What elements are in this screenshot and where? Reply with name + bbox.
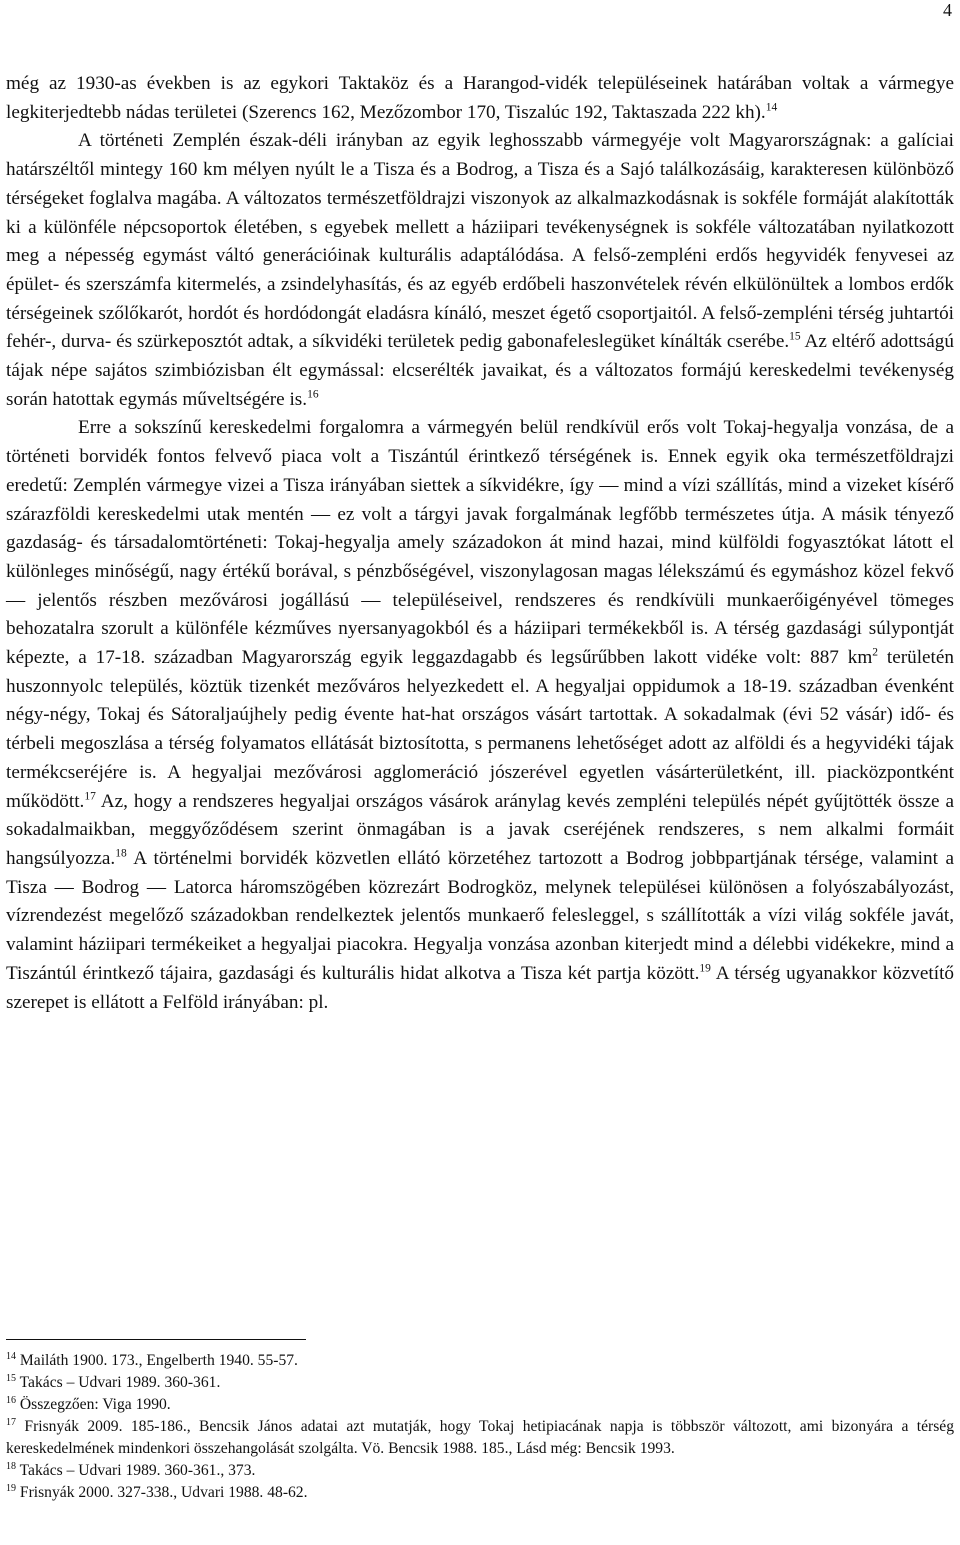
footnote-ref[interactable]: 17 (84, 790, 96, 803)
footnote-number: 18 (6, 1460, 16, 1472)
body-text (6, 70, 954, 1017)
paragraph-text: A történelmi borvidék közvetlen ellátó körzetéhez tartozott a Bodrog jobbpartjának térsége, valamint a Tisza — Bodrog — Latorca háromszögében közrezárt Bodrogköz, melynek települései különösen a folyószabályozást, vízrendezést megelőző századokban rendelkeztek jelentős munkaerő felesleggel, s szállították a vízi világ sokféle javát, valamint háziipari termékeiket a hegyaljai piacokra. Hegyalja vonzása azonban kiterjedt mind a délebbi vidékekre, mind a Tiszántúl érintkező tájaira, gazdasági és kulturális hidat alkotva a Tisza két partja között. (6, 847, 954, 984)
page-number: 4 (943, 0, 952, 20)
footnote-number: 15 (6, 1372, 16, 1384)
footnote-text: Összegzően: Viga 1990. (19, 1396, 171, 1413)
paragraph-text: Az, hogy a rendszeres hegyaljai országos vásárok aránylag kevés zempléni település népét gyűjtötték össze a sokadalmaikban, meggyőződésem szerint önmagában is a javak cseréjének rendszeres, s nem alkalmi formáit hangsúlyozza. (6, 790, 954, 869)
paragraph-text: A térség ugyanakkor közvetítő szerepet is ellátott a Felföld irányában: pl. (6, 962, 955, 1013)
footnote-number: 17 (6, 1416, 16, 1428)
footnote-text: Frisnyák 2009. 185-186., Bencsik János adatai azt mutatják, hogy Tokaj hetipiacának napja is többször változott, ami bizonyára a térség kereskedelmének mindenkori összehangolását szolgálta. Vö. Bencsik 1988. 185., Lásd még: Bencsik 1993. (6, 1418, 955, 1457)
superscript-exponent: 2 (872, 646, 879, 659)
paragraph (6, 127, 954, 414)
footnote (6, 1394, 954, 1416)
footnote-ref[interactable]: 16 (307, 388, 319, 401)
footnote (6, 1460, 954, 1482)
footnote (6, 1372, 954, 1394)
paragraph-text: Az eltérő adottságú tájak népe sajátos szimbiózisban élt egymással: elcserélték javaikat, és a változatos formájú kereskedelmi tevékenység során hatottak egymás műveltségére is. (6, 331, 954, 410)
footnote-ref[interactable]: 15 (789, 330, 801, 343)
footnote-number: 14 (6, 1350, 16, 1362)
footnote-divider (6, 1339, 306, 1340)
footnote-ref[interactable]: 14 (765, 101, 778, 114)
paragraph (6, 414, 954, 1017)
footnotes (6, 1350, 954, 1504)
paragraph-text: Erre a sokszínű kereskedelmi forgalomra a vármegyén belül rendkívül erős volt Tokaj-hegyalja vonzása, de a történeti borvidék fontos felvevő piaca volt a Tiszántúl érintkező térségének is. Ennek egyik oka természetföldrajzi eredetű: Zemplén vármegye vizei a Tisza irányában siettek a síkvidékre, így — mind a vízi szállítás, mind a vizeket kísérő szárazföldi kereskedelmi utak mentén — ez volt a tárgyi javak forgalmának legfőbb természetes útja. A másik tényező gazdaság- és társadalomtörténeti: Tokaj-hegyalja amely századokon át mind hazai, mind külföldi fogyasztókat látott el különleges minőségű, nagy értékű borával, s pénzbőségével, viszonylagosan magas lélekszámú és egymáshoz közel fekvő — jelentős részben mezővárosi jogállású — településeivel, rendszeres és rendkívüli munkaerőigényével tömeges behozatalra szorult a különféle kézműves nyersanyagokból és a háziipari termékekből is. A térség gazdasági súlypontját képezte, a 17-18. században Magyarország egyik leggazdagabb és legsűrűbben lakott vidéke volt: 887 km (6, 417, 954, 669)
footnote-text: Frisnyák 2000. 327-338., Udvari 1988. 48-62. (19, 1484, 308, 1501)
footnote-ref[interactable]: 19 (699, 962, 711, 975)
paragraph-text: A történeti Zemplén észak-déli irányban az egyik leghosszabb vármegyéje volt Magyarországnak: a galíciai határszéltől mintegy 160 km mélyen nyúlt le a Tisza és a Bodrog, a Tisza és a Sajó találkozásáig, karakteresen különböző térségeket foglalva magába. A változatos természetföldrajzi viszonyok az alkalmazkodásnak is sokféle formáját alakították ki a különféle népcsoportok életében, s egyebek mellett a háziipari tevékenységnek is sokféle változatában nyilatkozott meg a népesség egymást váltó generációinak kulturális adaptálódása. A felső-zempléni erdős hegyvidék fenyvesei az épület- és szerszámfa kitermelés, a zsindelyhasítás, és az egyéb erdőbeli haszonvételek révén elkülönültek a lombos erdők térségeinek szőlőkarót, hordót és hordódongát eladásra kínáló, meszet égető csoportjaitól. A felső-zempléni térség juhtartói fehér-, durva- és szürkeposztót adtak, a síkvidéki területek pedig gabonafeleslegüket kínálták cserébe. (6, 130, 954, 353)
footnote-text: Takács – Udvari 1989. 360-361. (19, 1374, 221, 1391)
footnote-number: 16 (6, 1394, 16, 1406)
footnote-ref[interactable]: 18 (115, 847, 127, 860)
paragraph-text: még az 1930-as években is az egykori Taktaköz és a Harangod-vidék településeinek határában voltak a vármegye legkiterjedtebb nádas területei (Szerencs 162, Mezőzombor 170, Tiszalúc 192, Taktaszada 222 kh). (6, 73, 954, 123)
footnote-text: Mailáth 1900. 173., Engelberth 1940. 55-57. (19, 1352, 298, 1369)
footnote (6, 1482, 954, 1504)
footnote (6, 1350, 954, 1372)
paragraph (6, 70, 954, 127)
footnote-number: 19 (6, 1482, 16, 1494)
paragraph-text: területén huszonnyolc település, köztük tizenkét mezőváros helyezkedett el. A hegyaljai oppidumok a 18-19. században évenként négy-négy, Tokaj és Sátoraljaújhely pedig évente hat-hat országos vásárt tartottak. A sokadalmak (évi 52 vásár) idő- és térbeli megoszlása a térség folyamatos ellátását biztosította, s permanens lehetőséget adott az alföldi és a hegyvidéki tájak termékcseréjére is. A hegyaljai mezővárosi agglomeráció jószerével egyetlen vásárterületként, ill. piacközpontként működött. (6, 647, 954, 812)
footnote-text: Takács – Udvari 1989. 360-361., 373. (19, 1462, 256, 1479)
footnote (6, 1416, 954, 1460)
